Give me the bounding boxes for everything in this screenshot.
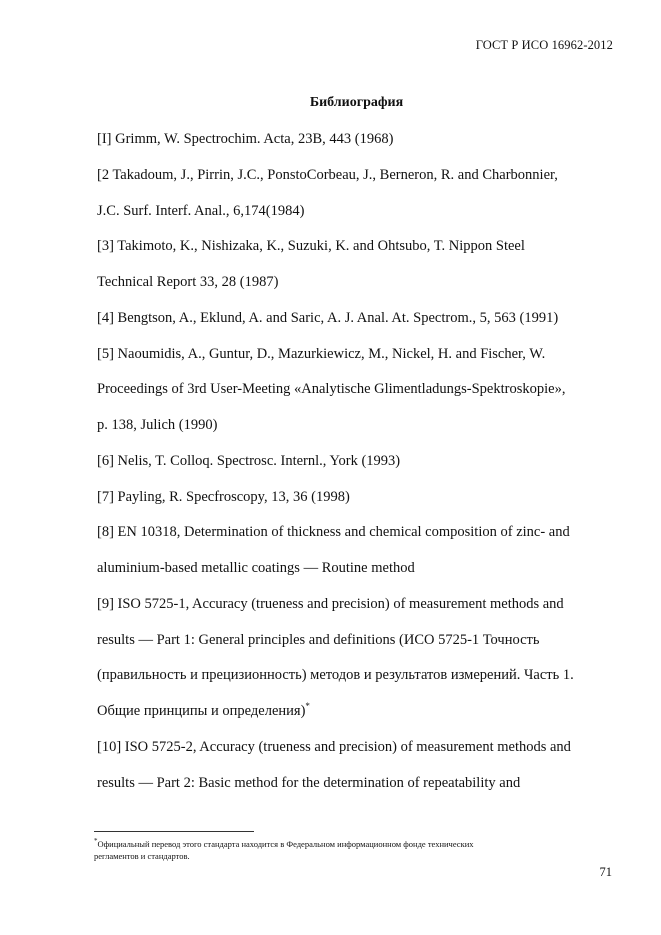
bibliography-line: [10] ISO 5725-2, Accuracy (trueness and precision) of measurement methods and	[97, 739, 571, 755]
footnote-reference: *	[305, 701, 310, 712]
footnote	[94, 838, 614, 862]
bibliography-line: [6] Nelis, T. Colloq. Spectrosc. Internl., York (1993)	[97, 453, 401, 469]
footnote-line-1	[94, 838, 614, 850]
page-number: 71	[599, 865, 612, 879]
bibliography-line: [9] ISO 5725-1, Accuracy (trueness and precision) of measurement methods and	[97, 596, 564, 612]
bibliography-line: Technical Report 33, 28 (1987)	[97, 274, 279, 290]
footnote-text-1: Официальный перевод этого стандарта находится в Федеральном информационном фонде технических	[97, 839, 474, 849]
footnote-marker: *	[94, 837, 98, 846]
footnote-line-2: регламентов и стандартов.	[94, 851, 190, 861]
bibliography-line: [3] Takimoto, K., Nishizaka, K., Suzuki, K. and Ohtsubo, T. Nippon Steel	[97, 238, 525, 254]
footnote-divider	[94, 831, 254, 832]
bibliography-line: [I] Grimm, W. Spectrochim. Acta, 23B, 443 (1968)	[97, 131, 394, 147]
page-title: Библиография	[309, 95, 404, 110]
bibliography-line: [2 Takadoum, J., Pirrin, J.C., PonstoCorbeau, J., Berneron, R. and Charbonnier,	[97, 167, 558, 183]
bibliography-line: [7] Payling, R. Specfroscopy, 13, 36 (1998)	[97, 489, 350, 505]
bibliography-line: results — Part 1: General principles and definitions (ИСО 5725-1 Точность	[97, 632, 540, 648]
bibliography-line: aluminium-based metallic coatings — Routine method	[97, 560, 415, 576]
bibliography-line-with-footnote	[97, 702, 310, 720]
bibliography-line: [4] Bengtson, A., Eklund, A. and Saric, A. J. Anal. At. Spectrom., 5, 563 (1991)	[97, 310, 559, 326]
bibliography-line: (правильность и прецизионность) методов и результатов измерений. Часть 1.	[97, 667, 574, 683]
bibliography-line: J.C. Surf. Interf. Anal., 6,174(1984)	[97, 203, 305, 219]
document-code: ГОСТ Р ИСО 16962-2012	[475, 38, 613, 52]
bibliography-line: Proceedings of 3rd User-Meeting «Analytische Glimentladungs-Spektroskopie»,	[97, 381, 566, 397]
bibliography-line: [8] EN 10318, Determination of thickness and chemical composition of zinc- and	[97, 524, 570, 540]
bibliography-line-text: Общие принципы и определения)	[97, 703, 306, 719]
bibliography-line: [5] Naoumidis, A., Guntur, D., Mazurkiewicz, M., Nickel, H. and Fischer, W.	[97, 346, 546, 362]
bibliography-line: p. 138, Julich (1990)	[97, 417, 218, 433]
bibliography-line: results — Part 2: Basic method for the determination of repeatability and	[97, 775, 521, 791]
